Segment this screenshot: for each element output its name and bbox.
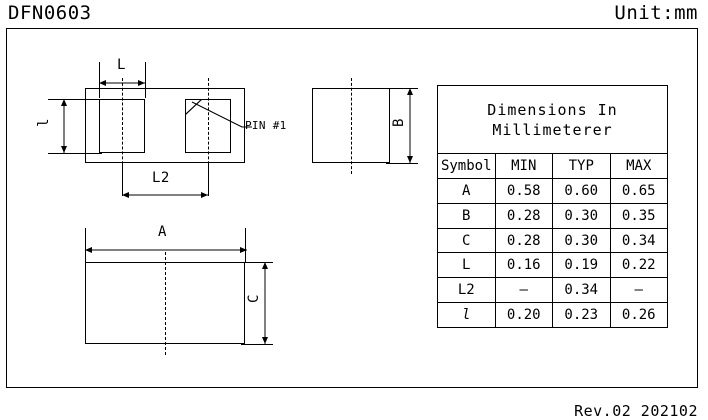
cell-symbol: B [438, 203, 496, 228]
dim-arrow-l [57, 94, 71, 160]
dim-arrow-L [94, 76, 154, 90]
cell-max: 0.35 [610, 203, 668, 228]
cell-min: – [495, 278, 553, 303]
column-header-min: MIN [495, 154, 553, 179]
cell-typ: 0.23 [553, 303, 611, 328]
cell-max: 0.34 [610, 228, 668, 253]
dim-label-B: B [391, 118, 407, 127]
table-title-cell [438, 86, 668, 154]
end-view-centerline [351, 78, 352, 174]
cell-min: 0.58 [495, 178, 553, 203]
column-header-max: MAX [610, 154, 668, 179]
column-header-symbol: Symbol [438, 154, 496, 179]
table-title-row [438, 86, 668, 154]
table-row [438, 228, 668, 253]
table-row [438, 203, 668, 228]
centerline-right-pad [208, 78, 209, 174]
dim-arrow-A [80, 243, 252, 257]
dim-label-A: A [158, 224, 167, 240]
cell-min: 0.28 [495, 203, 553, 228]
table-header-row [438, 154, 668, 179]
cell-max: – [610, 278, 668, 303]
dim-label-C: C [246, 294, 262, 303]
revision-label: Rev.02 202102 [574, 402, 698, 420]
unit-label: Unit:mm [614, 2, 698, 24]
pin1-label: PIN #1 [245, 119, 287, 132]
cell-symbol: C [438, 228, 496, 253]
dim-arrow-L2 [117, 188, 217, 202]
cell-min: 0.20 [495, 303, 553, 328]
table-row [438, 303, 668, 328]
cell-max: 0.22 [610, 253, 668, 278]
bottom-view-centerline [165, 252, 166, 355]
dimensions-table-wrap [437, 85, 668, 328]
cell-symbol: L [438, 253, 496, 278]
cell-min: 0.16 [495, 253, 553, 278]
cell-symbol: A [438, 178, 496, 203]
cell-min: 0.28 [495, 228, 553, 253]
cell-max: 0.65 [610, 178, 668, 203]
centerline-left-pad [122, 78, 123, 174]
table-row [438, 178, 668, 203]
table-title-line2: Millimeterer [492, 120, 613, 139]
cell-symbol: l [438, 303, 496, 328]
dim-label-L: L [117, 57, 126, 73]
dim-arrow-C [258, 257, 272, 351]
cell-typ: 0.60 [553, 178, 611, 203]
dimensions-table [437, 85, 668, 328]
dim-label-l: l [36, 118, 52, 127]
cell-symbol: L2 [438, 278, 496, 303]
column-header-typ: TYP [553, 154, 611, 179]
cell-typ: 0.30 [553, 203, 611, 228]
cell-typ: 0.19 [553, 253, 611, 278]
cell-typ: 0.34 [553, 278, 611, 303]
table-title-line1: Dimensions In [487, 100, 618, 119]
cell-max: 0.26 [610, 303, 668, 328]
table-row [438, 253, 668, 278]
cell-typ: 0.30 [553, 228, 611, 253]
dim-label-L2: L2 [152, 170, 170, 186]
table-row [438, 278, 668, 303]
page-title: DFN0603 [8, 2, 92, 24]
